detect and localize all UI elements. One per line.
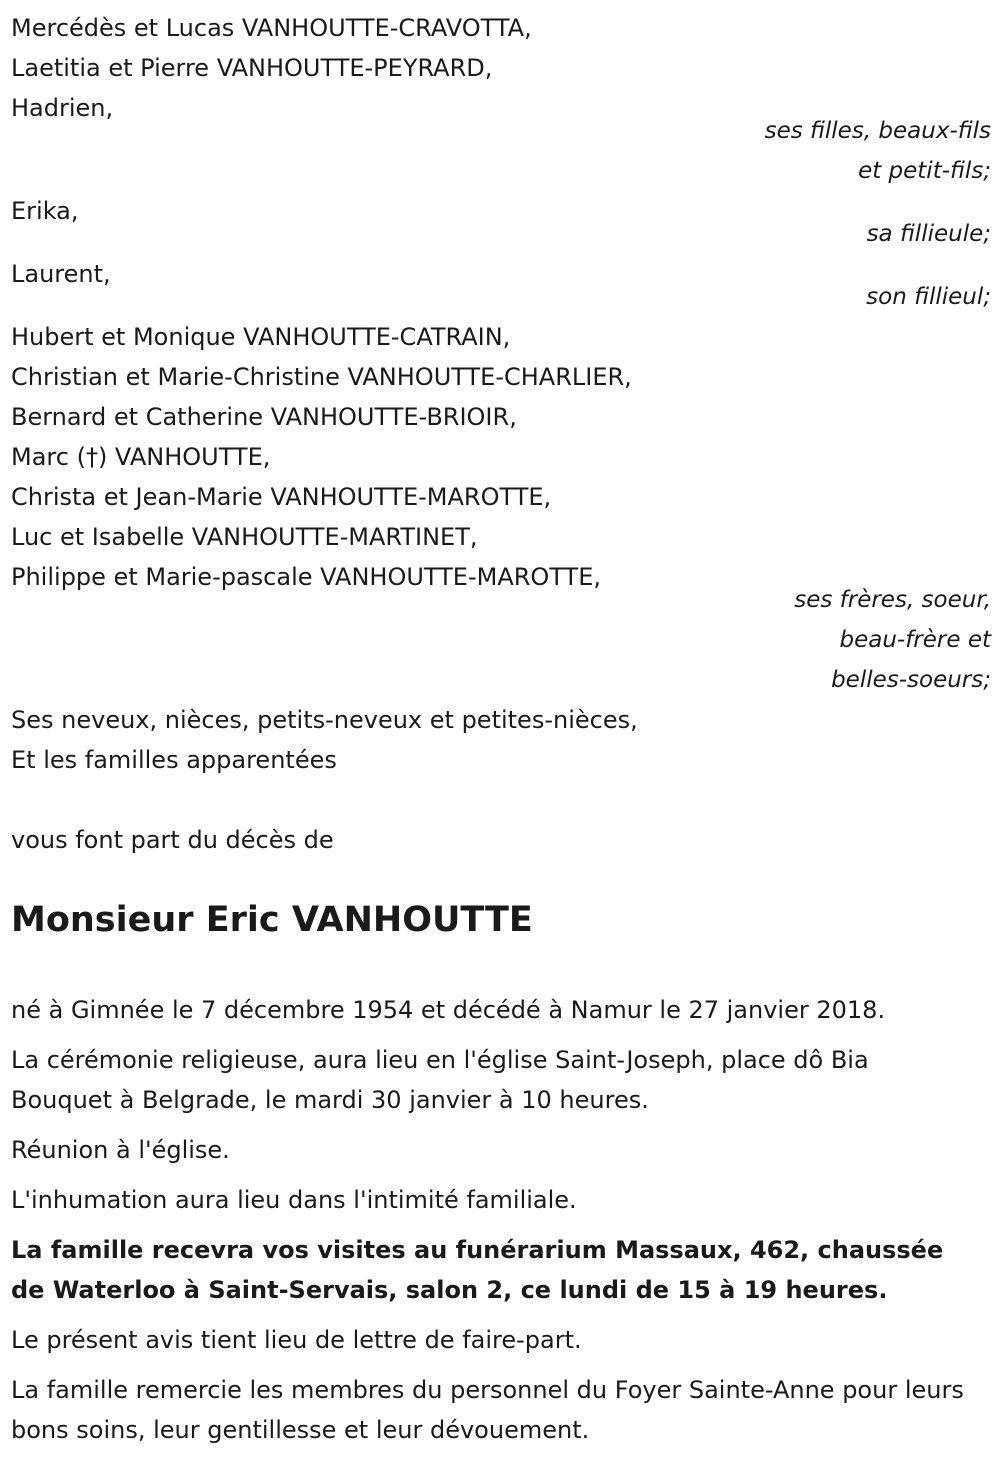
family-name-line: Hadrien, [11, 94, 114, 122]
notice-paragraph: Le présent avis tient lieu de lettre de faire-part. [11, 1326, 582, 1354]
extended-family-line: Et les familles apparentées [11, 746, 337, 774]
family-name-line: Laetitia et Pierre VANHOUTTE-PEYRARD, [11, 54, 493, 82]
family-name-line: Luc et Isabelle VANHOUTTE-MARTINET, [11, 523, 478, 551]
family-name-line: Bernard et Catherine VANHOUTTE-BRIOIR, [11, 403, 517, 431]
relation-label: son fillieul; [866, 284, 991, 310]
family-name-line: Marc (†) VANHOUTTE, [11, 443, 271, 471]
relation-label: ses frères, soeur, [794, 587, 991, 613]
extended-family [11, 700, 991, 780]
family-group-goddaughter [11, 191, 991, 254]
visits-paragraph: La famille recevra vos visites au funérarium Massaux, 462, chaussée de Waterloo à Saint-Servais, salon 2, ce lundi de 15 à 19 heures. [11, 1236, 944, 1304]
burial-paragraph: L'inhumation aura lieu dans l'intimité familiale. [11, 1186, 577, 1214]
family-name-line: Laurent, [11, 260, 111, 288]
extended-family-line: Ses neveux, nièces, petits-neveux et petites-nièces, [11, 706, 638, 734]
family-name-line: Hubert et Monique VANHOUTTE-CATRAIN, [11, 323, 511, 351]
obituary-notice [11, 8, 991, 1460]
family-name-line: Philippe et Marie-pascale VANHOUTTE-MAROTTE, [11, 563, 602, 591]
thanks-paragraph: La famille remercie les membres du personnel du Foyer Sainte-Anne pour leurs bons soins, leur gentillesse et leur dévouement. [11, 1376, 964, 1444]
relation-label: et petit-fils; [858, 158, 991, 184]
family-name-line: Mercédès et Lucas VANHOUTTE-CRAVOTTA, [11, 14, 532, 42]
deceased-name: Monsieur Eric VANHOUTTE [11, 900, 533, 940]
family-group-children [11, 8, 991, 191]
family-group-siblings [11, 317, 991, 700]
announcement-text: vous font part du décès de [11, 826, 334, 854]
family-name-line: Christa et Jean-Marie VANHOUTTE-MAROTTE, [11, 483, 552, 511]
ceremony-paragraph: La cérémonie religieuse, aura lieu en l'église Saint-Joseph, place dô Bia Bouquet à Belgrade, le mardi 30 janvier à 10 heures. [11, 1046, 869, 1114]
relation-label: belles-soeurs; [831, 667, 991, 693]
relation-label: ses filles, beaux-fils [764, 118, 991, 144]
family-name-line: Christian et Marie-Christine VANHOUTTE-CHARLIER, [11, 363, 632, 391]
family-group-godson [11, 254, 991, 317]
relation-label: beau-frère et [839, 627, 991, 653]
relation-label: sa fillieule; [866, 221, 991, 247]
meeting-paragraph: Réunion à l'église. [11, 1136, 230, 1164]
birth-death-paragraph: né à Gimnée le 7 décembre 1954 et décédé à Namur le 27 janvier 2018. [11, 996, 886, 1024]
family-name-line: Erika, [11, 197, 79, 225]
